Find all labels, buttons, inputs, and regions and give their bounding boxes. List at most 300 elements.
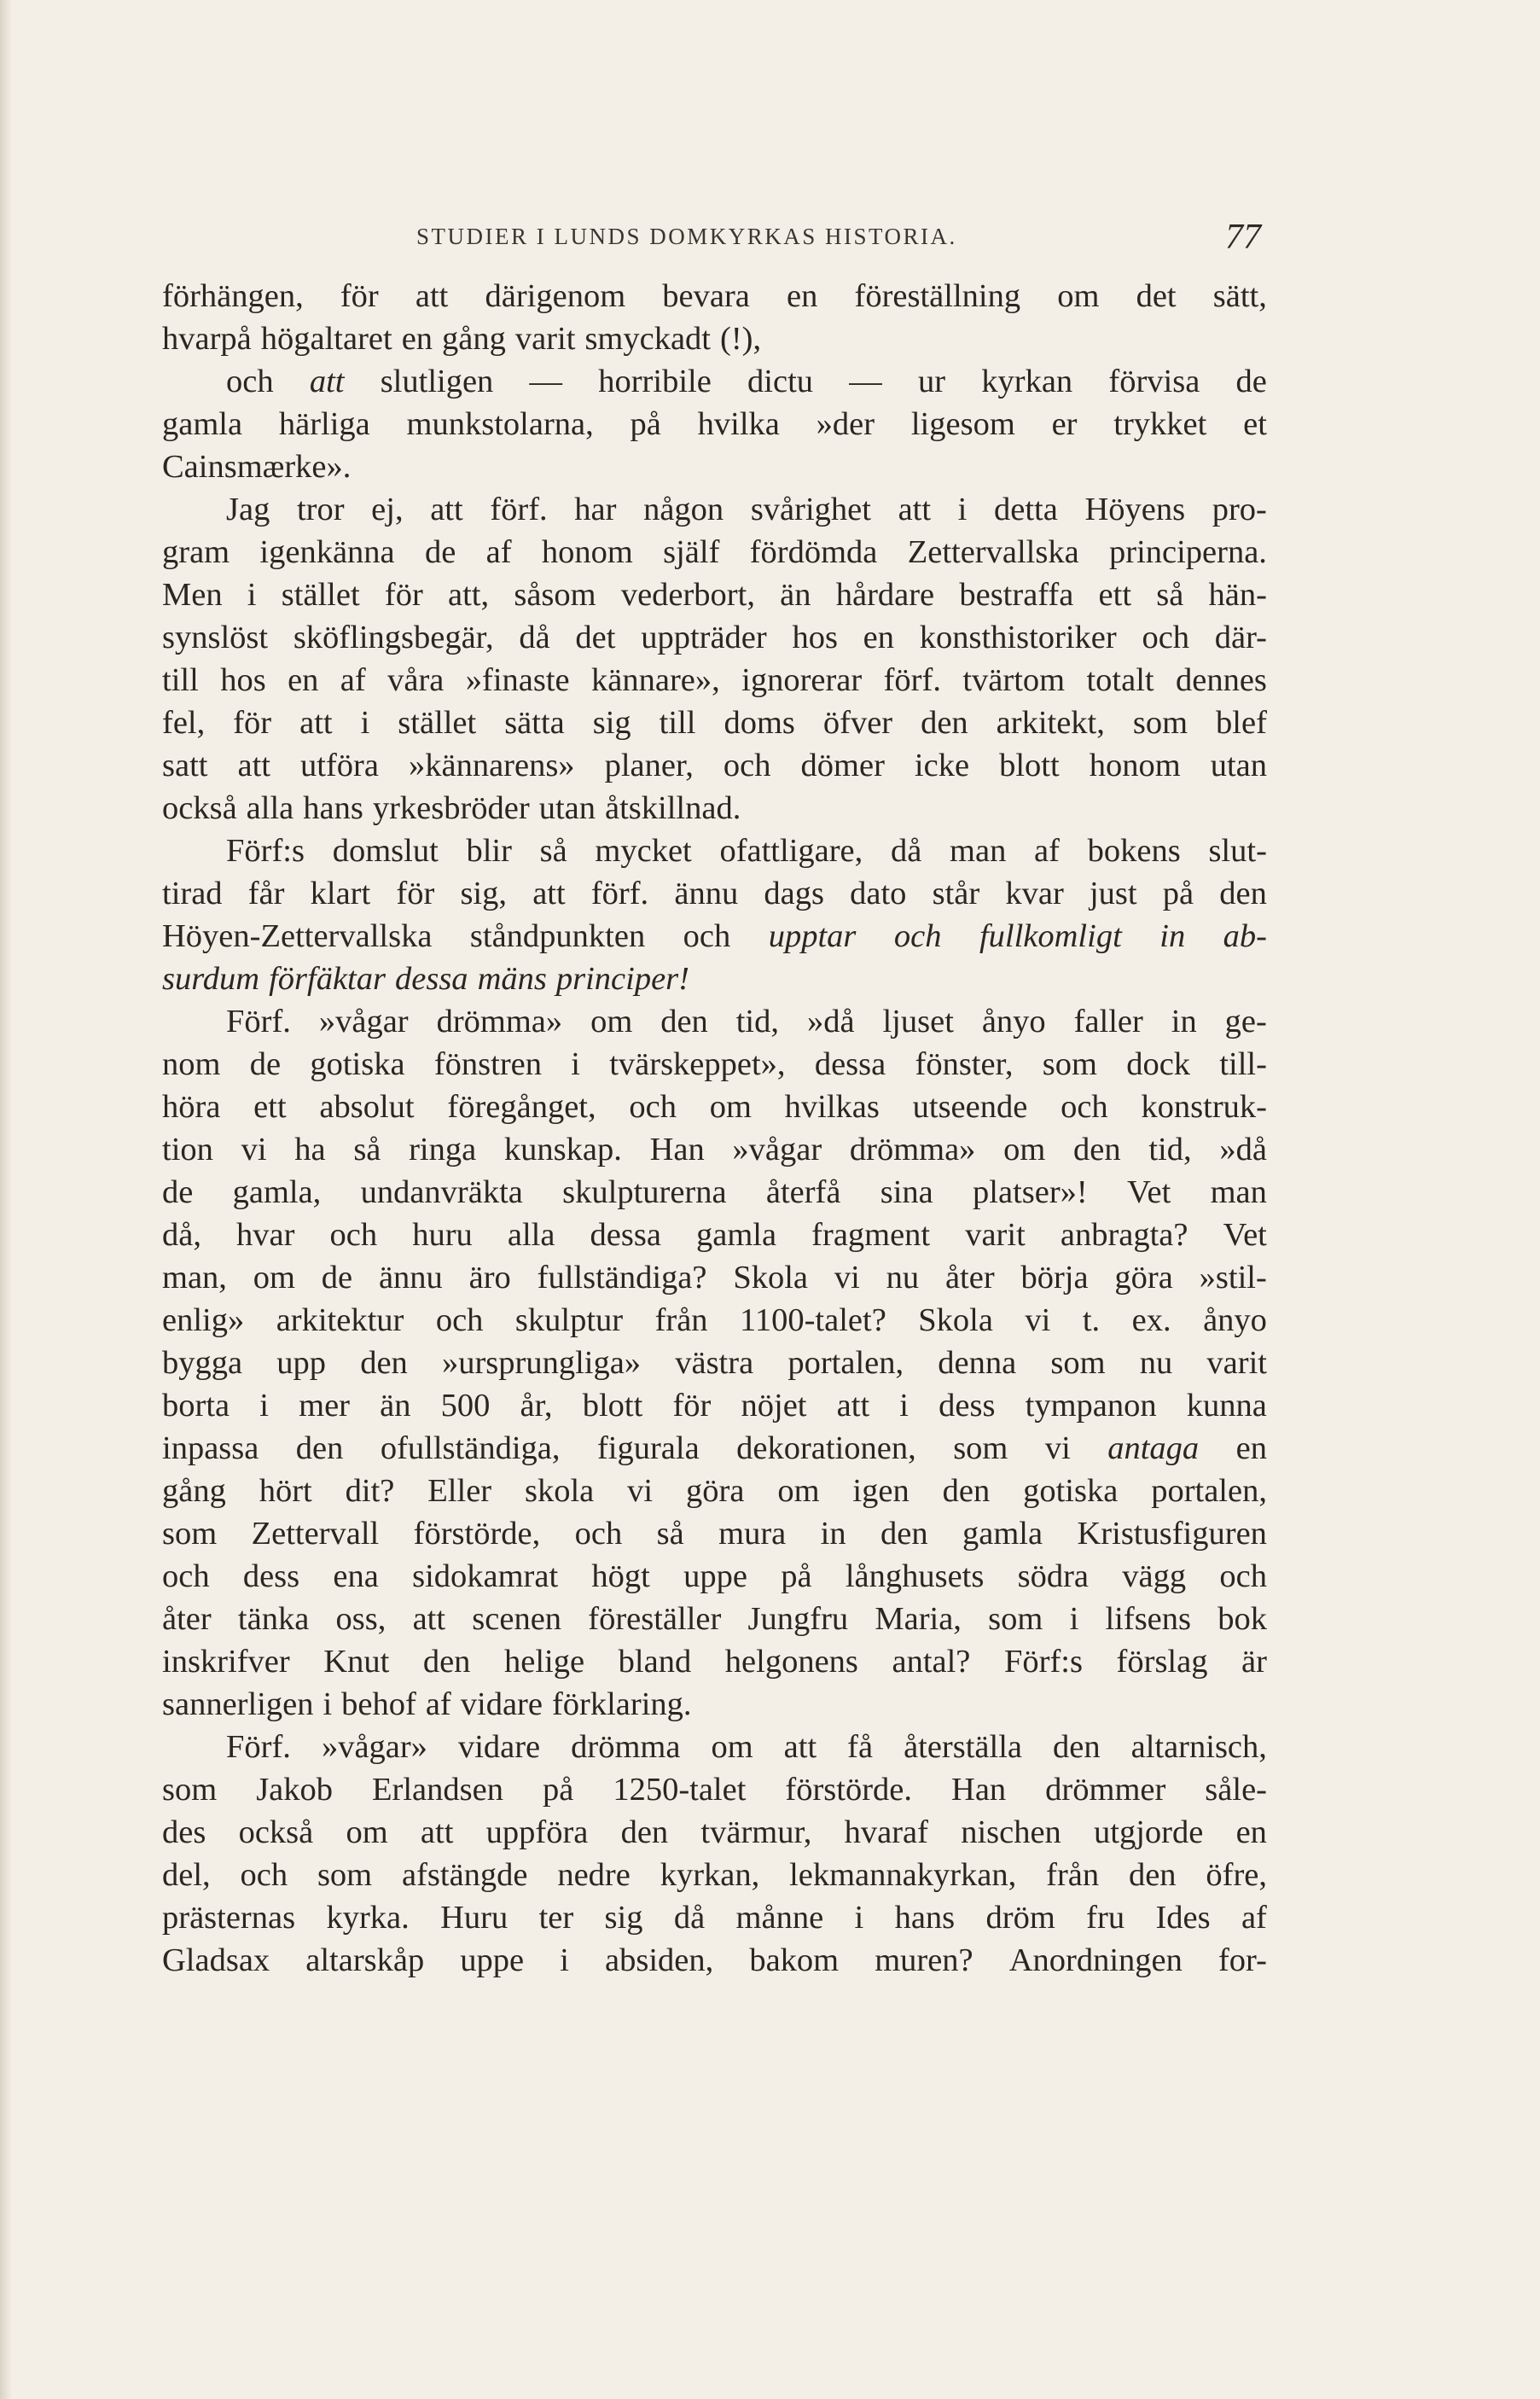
- text-line: [162, 1214, 1267, 1256]
- word: kyrka.: [326, 1900, 410, 1936]
- word: så: [1156, 577, 1184, 613]
- word: att: [412, 1601, 446, 1637]
- word: utan: [538, 790, 596, 826]
- word: muren?: [875, 1942, 973, 1978]
- word: och: [629, 1089, 677, 1125]
- word: förf.: [590, 876, 649, 911]
- word: bok: [1217, 1601, 1267, 1637]
- word: hört: [259, 1473, 312, 1509]
- word: principerna.: [1109, 534, 1267, 570]
- word: då: [673, 1900, 706, 1936]
- body-text: [162, 275, 1267, 1982]
- word: just: [1089, 876, 1137, 911]
- italic-word: upptar: [768, 918, 857, 954]
- text-line: [162, 744, 1267, 787]
- italic-word: mäns: [477, 961, 547, 997]
- word: att,: [448, 577, 490, 613]
- word: på: [542, 1772, 574, 1808]
- word: slutligen: [380, 364, 494, 399]
- text-line: [162, 1598, 1267, 1640]
- word: absolut: [319, 1089, 415, 1125]
- word: om: [709, 1089, 752, 1125]
- word: södra: [1017, 1558, 1090, 1594]
- word: i: [360, 705, 370, 741]
- word: utgjorde: [1094, 1814, 1204, 1850]
- word: fullständiga?: [537, 1260, 707, 1296]
- word: gamla: [696, 1217, 777, 1253]
- word: den: [921, 705, 968, 741]
- text-line: [162, 915, 1267, 958]
- word: nedre: [557, 1857, 631, 1893]
- word: och: [162, 1558, 210, 1594]
- word: hvaraf: [844, 1814, 928, 1850]
- word: om: [346, 1814, 388, 1850]
- text-line: [162, 1000, 1267, 1043]
- word: vederbort,: [620, 577, 755, 613]
- word: Huru: [440, 1900, 508, 1936]
- word: äro: [468, 1260, 511, 1296]
- word: Vet: [1223, 1217, 1267, 1253]
- word: dags: [764, 876, 824, 911]
- word: en: [863, 620, 894, 655]
- word: antal?: [892, 1644, 971, 1680]
- word: Skola: [733, 1260, 809, 1296]
- word: behof: [341, 1686, 416, 1722]
- word: föreställning: [854, 278, 1021, 314]
- word: såsom: [514, 577, 596, 613]
- word: och: [683, 918, 731, 954]
- text-line: [162, 488, 1267, 531]
- word: åter: [944, 1260, 995, 1296]
- word: är: [1241, 1644, 1267, 1680]
- italic-word: principer!: [555, 961, 689, 997]
- word: utföra: [300, 748, 379, 783]
- word: då: [519, 620, 550, 655]
- word: ånyo: [1203, 1302, 1267, 1338]
- text-line: [162, 275, 1267, 317]
- word: de: [1235, 364, 1267, 399]
- word: utseende: [912, 1089, 1028, 1125]
- word: en: [288, 662, 319, 698]
- word: ena: [333, 1558, 379, 1594]
- word: »finaste: [465, 662, 570, 698]
- word: står: [932, 876, 980, 911]
- word: gotiska: [1023, 1473, 1119, 1509]
- word: skulptur: [514, 1302, 624, 1338]
- word: ter: [538, 1900, 574, 1936]
- word: 1250-talet: [613, 1772, 747, 1808]
- word: Förf.: [226, 1729, 291, 1765]
- word: scenen: [472, 1601, 562, 1637]
- word: stället: [398, 705, 477, 741]
- word: hans: [303, 790, 363, 826]
- word: om: [253, 1260, 295, 1296]
- word: för: [233, 705, 272, 741]
- word: vi: [1044, 1430, 1071, 1466]
- word: dock: [1126, 1046, 1191, 1082]
- word: fru: [1086, 1900, 1125, 1936]
- word: det: [1136, 278, 1177, 314]
- word: att: [415, 278, 449, 314]
- word: af: [1034, 833, 1060, 869]
- word: af: [1241, 1900, 1267, 1936]
- word: Vet: [1127, 1174, 1171, 1210]
- word: på: [630, 406, 661, 442]
- word: ej,: [371, 492, 404, 527]
- word: totalt: [1086, 662, 1154, 698]
- word: af: [425, 1686, 451, 1722]
- word: Knut: [323, 1644, 390, 1680]
- word: anbragta?: [1060, 1217, 1188, 1253]
- word: Cainsmærke».: [162, 449, 352, 485]
- word: Jungfru: [747, 1601, 849, 1637]
- word: satt: [162, 748, 208, 783]
- word: borta: [162, 1388, 230, 1424]
- word: får: [247, 876, 285, 911]
- word: yrkesbröder: [372, 790, 530, 826]
- word: förklaring.: [551, 1686, 692, 1722]
- word: bland: [618, 1644, 692, 1680]
- word: er: [1051, 406, 1078, 442]
- text-line: [162, 445, 1267, 488]
- word: i: [854, 1900, 864, 1936]
- word: hans: [894, 1900, 956, 1936]
- word: igen: [852, 1473, 909, 1509]
- word: Erlandsen: [372, 1772, 503, 1808]
- word: från: [1046, 1857, 1100, 1893]
- word: upp: [276, 1345, 327, 1381]
- word: tympanon: [1025, 1388, 1157, 1424]
- word: som: [988, 1601, 1043, 1637]
- word: de: [424, 534, 456, 570]
- word: stället: [281, 577, 360, 613]
- word: den: [360, 1345, 408, 1381]
- word: vidare: [460, 1686, 543, 1722]
- word: för: [384, 577, 423, 613]
- word: och: [329, 1217, 378, 1253]
- word: sina: [880, 1174, 933, 1210]
- word: nu: [1139, 1345, 1173, 1381]
- word: 500: [440, 1388, 491, 1424]
- word: Men: [162, 577, 223, 613]
- word: varit: [514, 321, 576, 357]
- word: helige: [504, 1644, 585, 1680]
- word: de: [321, 1260, 353, 1296]
- word: hvarpå: [162, 321, 252, 357]
- word: än: [380, 1388, 411, 1424]
- word: få: [847, 1729, 874, 1765]
- word: t.: [1082, 1302, 1101, 1338]
- word: undanvräkta: [360, 1174, 523, 1210]
- word: tion: [162, 1132, 213, 1167]
- word: tid,: [735, 1004, 780, 1039]
- word: åter: [162, 1601, 212, 1637]
- word: konstruk-: [1141, 1089, 1267, 1125]
- word: slut-: [1208, 833, 1267, 869]
- word: föregånget,: [447, 1089, 596, 1125]
- word: man: [1210, 1174, 1267, 1210]
- word: också: [238, 1814, 314, 1850]
- text-line: [162, 1384, 1267, 1427]
- italic-word: dessa: [395, 961, 468, 997]
- word: Maria,: [875, 1601, 962, 1637]
- text-line: [162, 1470, 1267, 1512]
- word: ligesom: [910, 406, 1015, 442]
- running-head: STUDIER I LUNDS DOMKYRKAS HISTORIA.: [416, 224, 957, 249]
- word: altarnisch,: [1130, 1729, 1267, 1765]
- word: i: [247, 577, 257, 613]
- word: ringa: [409, 1132, 477, 1167]
- word: lifsens: [1105, 1601, 1192, 1637]
- word: vidare: [457, 1729, 541, 1765]
- word: nu: [886, 1260, 920, 1296]
- text-line: [162, 1896, 1267, 1939]
- word: arkitekt,: [996, 705, 1105, 741]
- word: om: [1057, 278, 1100, 314]
- word: alla: [246, 790, 294, 826]
- text-line: [162, 1811, 1267, 1854]
- word: sätta: [504, 705, 565, 741]
- word: tid,: [1148, 1132, 1192, 1167]
- word: figurala: [596, 1430, 700, 1466]
- word: om: [1003, 1132, 1046, 1167]
- word: som: [1042, 1046, 1097, 1082]
- word: dröm: [985, 1900, 1055, 1936]
- word: förstörde,: [413, 1516, 541, 1552]
- text-line: [162, 958, 1267, 1000]
- word: högaltaret: [260, 321, 392, 357]
- word: Eller: [427, 1473, 492, 1509]
- word: och: [1219, 1558, 1267, 1594]
- word: ånyo: [981, 1004, 1046, 1039]
- word: planer,: [604, 748, 694, 783]
- text-line: [162, 317, 1267, 360]
- word: »ursprungliga»: [441, 1345, 642, 1381]
- word: utan: [1210, 748, 1267, 783]
- word: den: [942, 1473, 991, 1509]
- word: platser»!: [973, 1174, 1088, 1210]
- word: ur: [917, 364, 946, 399]
- word: så: [539, 833, 567, 869]
- word: i: [560, 1942, 569, 1978]
- word: att: [898, 492, 932, 527]
- word: en: [401, 321, 433, 357]
- word: dictu: [747, 364, 814, 399]
- word: mura: [718, 1516, 787, 1552]
- word: »kännarens»: [408, 748, 575, 783]
- word: gram: [162, 534, 230, 570]
- word: arkitektur: [276, 1302, 404, 1338]
- word: 1100-talet?: [740, 1302, 886, 1338]
- word: dennes: [1176, 662, 1267, 698]
- word: till: [162, 662, 199, 698]
- word: och: [1142, 620, 1190, 655]
- text-line: [162, 1683, 1267, 1726]
- text-line: [162, 360, 1267, 403]
- word: också: [162, 790, 237, 826]
- word: drömma: [571, 1729, 681, 1765]
- text-line: [162, 1086, 1267, 1128]
- word: där-: [1214, 620, 1267, 655]
- word: att: [299, 705, 333, 741]
- word: Gladsax: [162, 1942, 270, 1978]
- word: uppe: [460, 1942, 525, 1978]
- word: i: [571, 1046, 580, 1082]
- word: synslöst: [162, 620, 269, 655]
- word: så: [353, 1132, 381, 1167]
- word: alla: [507, 1217, 555, 1253]
- word: våra: [387, 662, 445, 698]
- word: öfver: [822, 705, 893, 741]
- word: att: [532, 876, 566, 911]
- word: göra: [1114, 1260, 1173, 1296]
- word: som: [317, 1857, 373, 1893]
- word: bestraffa: [959, 577, 1074, 613]
- word: bevara: [662, 278, 750, 314]
- word: till: [659, 705, 696, 741]
- word: dekorationen,: [736, 1430, 916, 1466]
- text-line: [162, 1342, 1267, 1384]
- word: »då: [806, 1004, 855, 1039]
- word: vägg: [1122, 1558, 1187, 1594]
- text-line: [162, 702, 1267, 744]
- word: konsthistoriker: [919, 620, 1117, 655]
- text-line: [162, 1427, 1267, 1470]
- word: föreställer: [588, 1601, 722, 1637]
- word: återfå: [765, 1174, 841, 1210]
- word: ha: [294, 1132, 326, 1167]
- page-number: 77: [1225, 218, 1261, 257]
- word: portalen,: [1151, 1473, 1267, 1509]
- word: blott: [582, 1388, 643, 1424]
- word: —: [529, 364, 563, 399]
- word: kyrkan: [981, 364, 1073, 399]
- italic-word: surdum: [162, 961, 260, 997]
- word: därigenom: [485, 278, 626, 314]
- word: hvar: [236, 1217, 295, 1253]
- text-line: [162, 830, 1267, 872]
- word: om: [590, 1004, 633, 1039]
- word: Zettervallska: [907, 534, 1079, 570]
- word: man,: [162, 1260, 227, 1296]
- word: svårighet: [750, 492, 871, 527]
- word: ännu: [378, 1260, 443, 1296]
- text-line: [162, 1299, 1267, 1342]
- word: göra: [686, 1473, 745, 1509]
- word: —: [849, 364, 882, 399]
- word: inskrifver: [162, 1644, 290, 1680]
- word: och: [435, 1302, 484, 1338]
- text-line: [162, 1640, 1267, 1683]
- text-line: [162, 1043, 1267, 1086]
- word: bakom: [749, 1942, 840, 1978]
- word: nom: [162, 1046, 221, 1082]
- word: blef: [1216, 705, 1267, 741]
- word: vi: [1025, 1302, 1051, 1338]
- word: den: [1053, 1729, 1101, 1765]
- word: förvisa: [1108, 364, 1200, 399]
- word: Förf:s: [1003, 1644, 1083, 1680]
- text-line: [162, 1768, 1267, 1811]
- word: uppträder: [641, 620, 767, 655]
- word: in: [1171, 1004, 1197, 1039]
- word: (!),: [720, 321, 762, 357]
- word: om: [711, 1729, 753, 1765]
- word: prästernas: [162, 1900, 296, 1936]
- word: Förf.: [226, 1004, 291, 1039]
- word: och: [723, 748, 771, 783]
- word: blott: [999, 748, 1060, 783]
- word: månne: [735, 1900, 824, 1936]
- word: dess: [939, 1388, 996, 1424]
- word: skulpturerna: [562, 1174, 727, 1210]
- word: kvar: [1005, 876, 1064, 911]
- word: ge-: [1224, 1004, 1267, 1039]
- word: honom: [541, 534, 633, 570]
- word: den: [422, 1644, 471, 1680]
- word: i: [1069, 1601, 1079, 1637]
- word: som: [1050, 1345, 1106, 1381]
- word: Han: [649, 1132, 705, 1167]
- word: »vågar: [732, 1132, 822, 1167]
- word: tvärskeppet»,: [609, 1046, 786, 1082]
- word: fönstren: [433, 1046, 542, 1082]
- word: den: [295, 1430, 344, 1466]
- text-line: [162, 1128, 1267, 1171]
- word: att: [420, 1814, 454, 1850]
- word: Höyen-Zettervallska: [162, 918, 433, 954]
- word: sig: [604, 1900, 643, 1936]
- word: mycket: [595, 833, 692, 869]
- word: i: [259, 1388, 269, 1424]
- page-edge-shadow: [0, 0, 12, 2399]
- word: drömma»: [436, 1004, 563, 1039]
- word: sätt,: [1212, 278, 1267, 314]
- word: bokens: [1087, 833, 1181, 869]
- word: ex.: [1131, 1302, 1171, 1338]
- word: då: [890, 833, 922, 869]
- word: högt: [591, 1558, 650, 1594]
- text-line: [162, 1939, 1267, 1982]
- word: kunskap.: [503, 1132, 622, 1167]
- word: fönster,: [915, 1046, 1014, 1082]
- word: igenkänna: [259, 534, 395, 570]
- word: det: [575, 620, 616, 655]
- word: des: [162, 1814, 206, 1850]
- word: som: [162, 1772, 218, 1808]
- word: tvärmur,: [700, 1814, 812, 1850]
- word: för: [672, 1388, 712, 1424]
- word: den: [1073, 1132, 1121, 1167]
- word: år,: [520, 1388, 553, 1424]
- word: förstörde.: [785, 1772, 913, 1808]
- word: om: [777, 1473, 820, 1509]
- word: man: [950, 833, 1007, 869]
- word: som: [953, 1430, 1008, 1466]
- word: hvilkas: [784, 1089, 880, 1125]
- word: nischen: [961, 1814, 1061, 1850]
- word: enlig»: [162, 1302, 245, 1338]
- word: tror: [296, 492, 345, 527]
- word: tvärtom: [962, 662, 1066, 698]
- word: som: [162, 1516, 218, 1552]
- word: och: [240, 1857, 288, 1893]
- word: in: [820, 1516, 846, 1552]
- word: på: [781, 1558, 812, 1594]
- word: Han: [951, 1772, 1007, 1808]
- word: och: [574, 1516, 623, 1552]
- word: förhängen,: [162, 278, 304, 314]
